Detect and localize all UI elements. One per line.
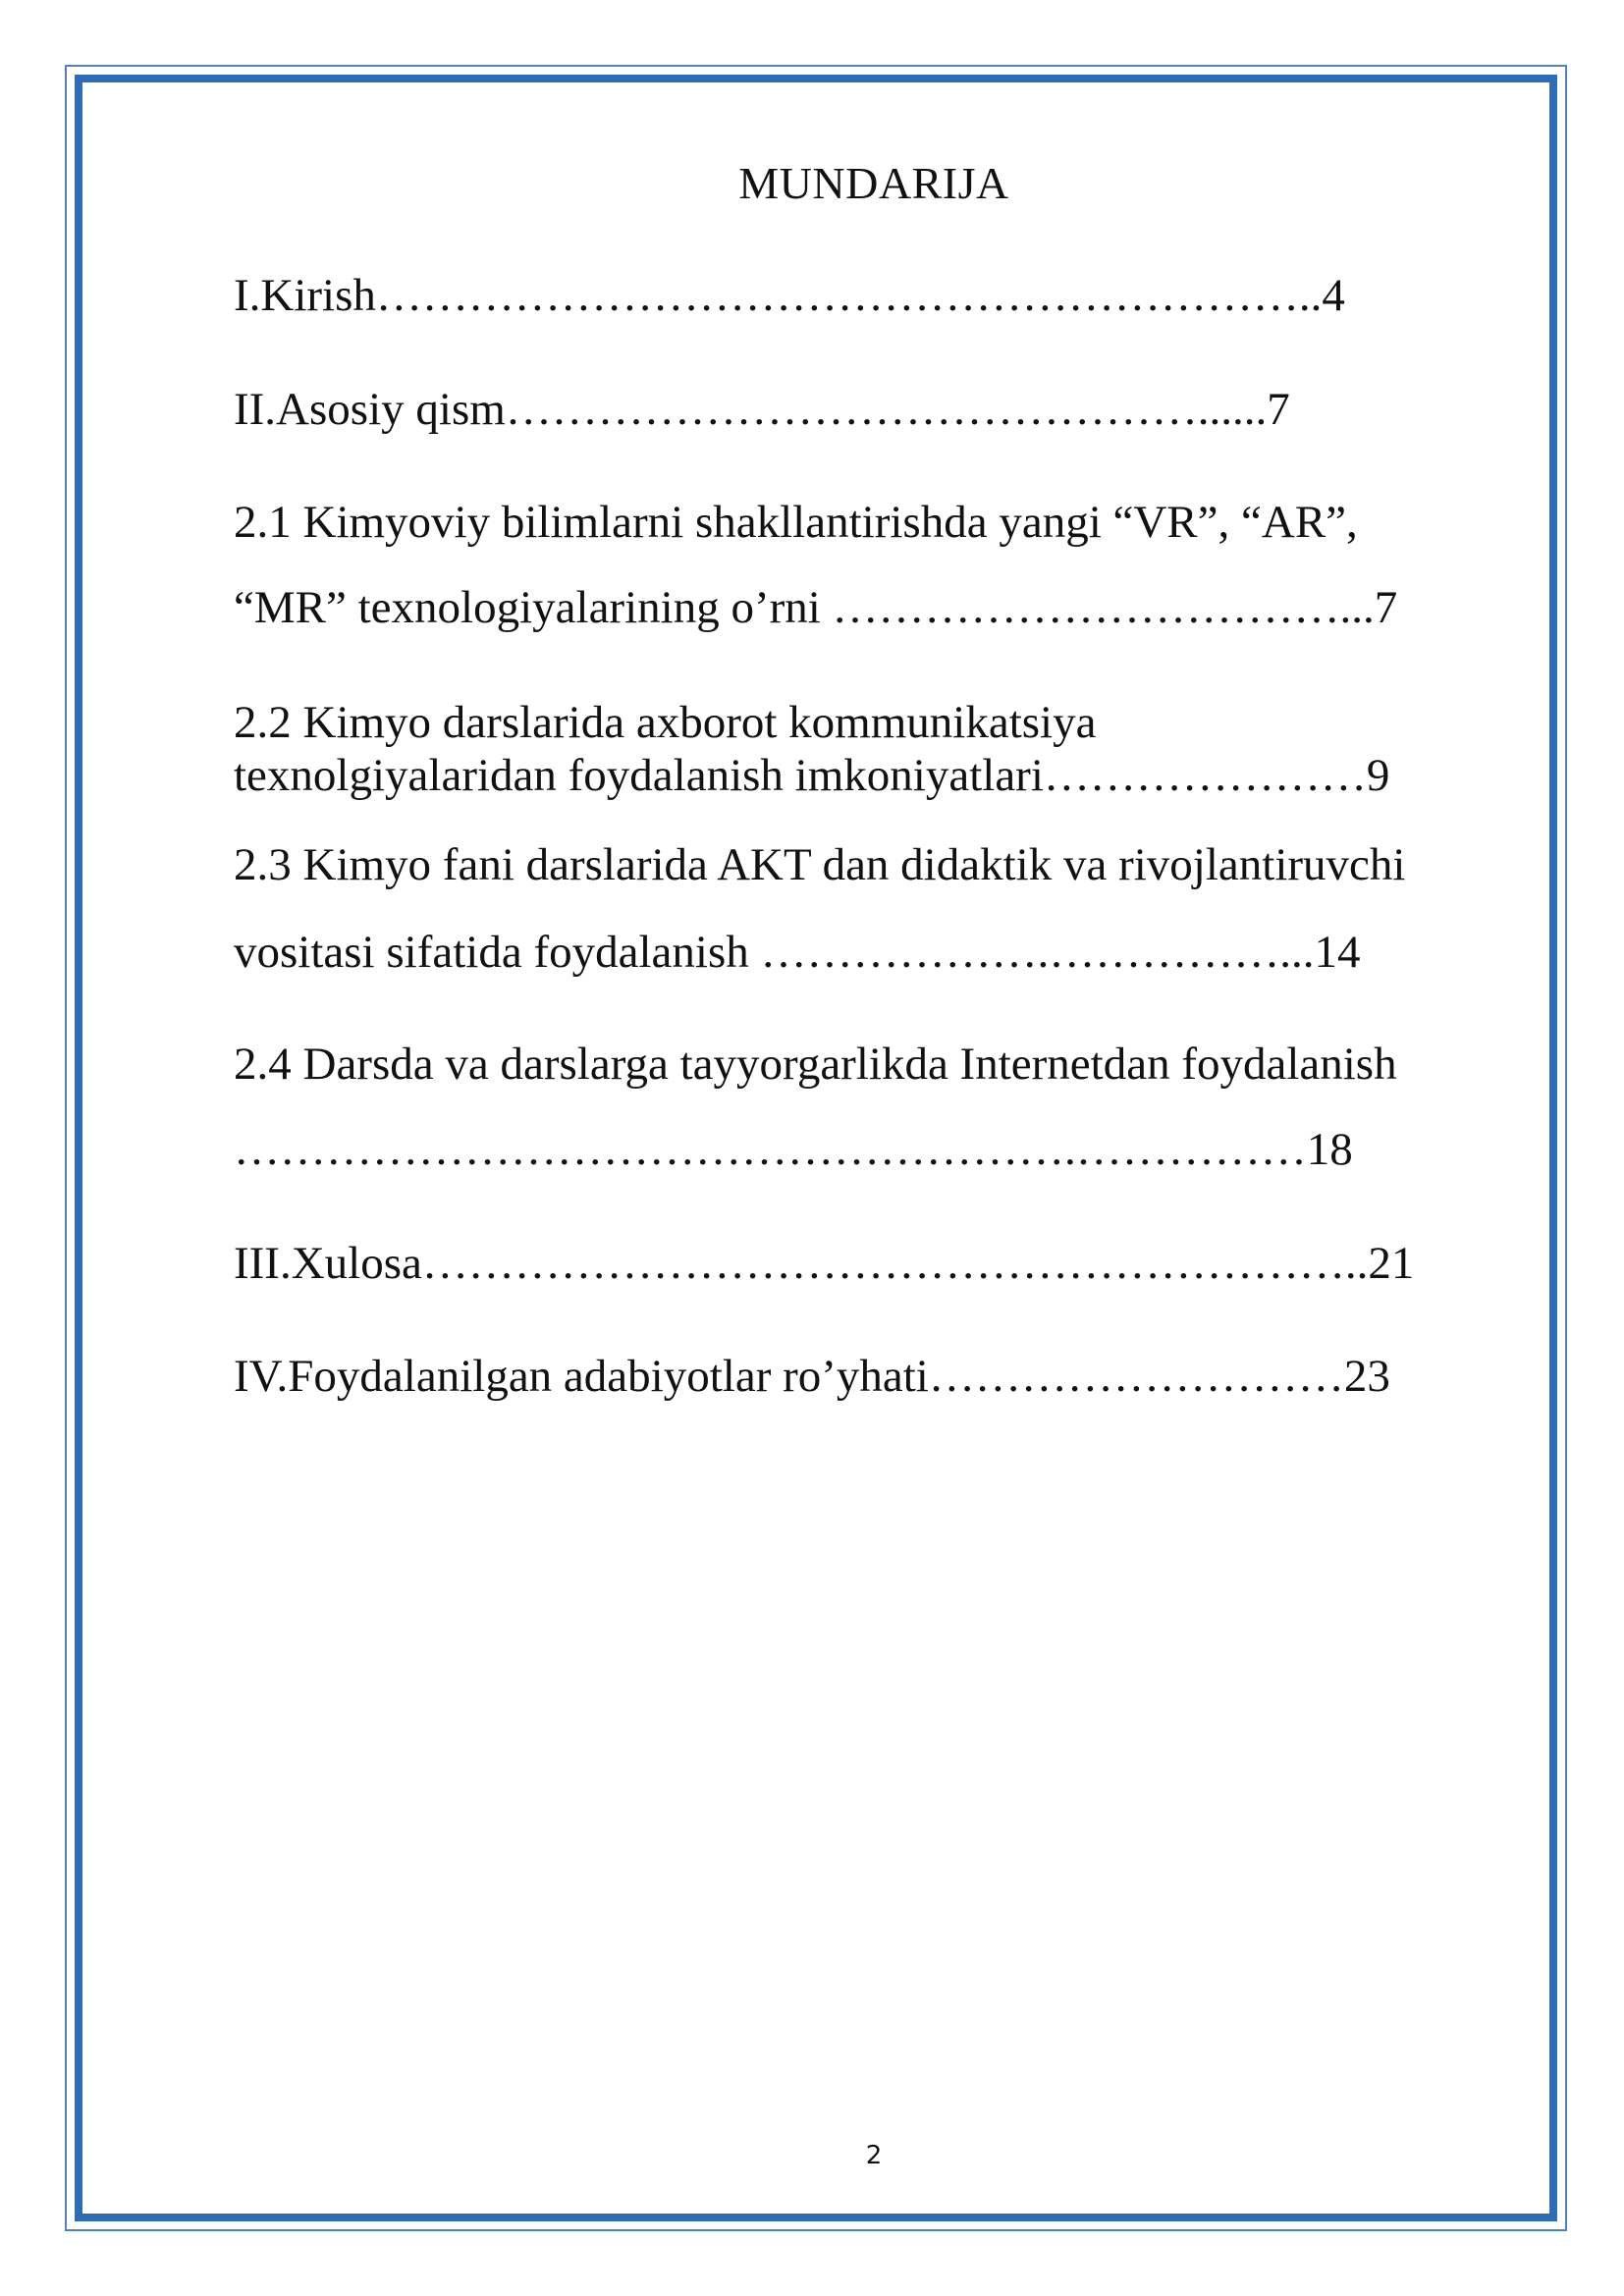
toc-entry-xulosa: III.Xulosa……………………………………………………..21	[234, 1238, 1415, 1289]
toc-entry-asosiy-qism: II.Asosiy qism………………………………………......7	[234, 384, 1290, 435]
toc-entry-2-1-line-1: 2.1 Kimyoviy bilimlarni shakllantirishda yangi “VR”, “AR”,	[234, 497, 1358, 548]
toc-entry-2-2-line-2: texnolgiyalaridan foydalanish imkoniyatlari…………………9	[234, 750, 1390, 801]
toc-entry-adabiyotlar: IV.Foydalanilgan adabiyotlar ro’yhati………………………23	[234, 1351, 1390, 1402]
page-number: 2	[865, 2141, 883, 2170]
toc-entry-2-4-line-2: ……………………………………………….……………18	[234, 1124, 1353, 1175]
toc-entry-2-3-line-1: 2.3 Kimyo fani darslarida AKT dan didaktik va rivojlantiruvchi	[234, 839, 1406, 890]
toc-entry-2-4-line-1: 2.4 Darsda va darslarga tayyorgarlikda Internetdan foydalanish	[234, 1039, 1397, 1090]
document-title: MUNDARIJA	[738, 158, 1009, 208]
toc-entry-kirish: I.Kirish……………………………………………………..4	[234, 270, 1345, 321]
toc-entry-2-3-line-2: vositasi sifatida foydalanish ……………….……………...14	[234, 927, 1361, 978]
toc-entry-2-2-line-1: 2.2 Kimyo darslarida axborot kommunikatsiya	[234, 697, 1097, 748]
toc-entry-2-1-line-2: “MR” texnologiyalarining o’rni ……………………………...7	[234, 582, 1398, 633]
